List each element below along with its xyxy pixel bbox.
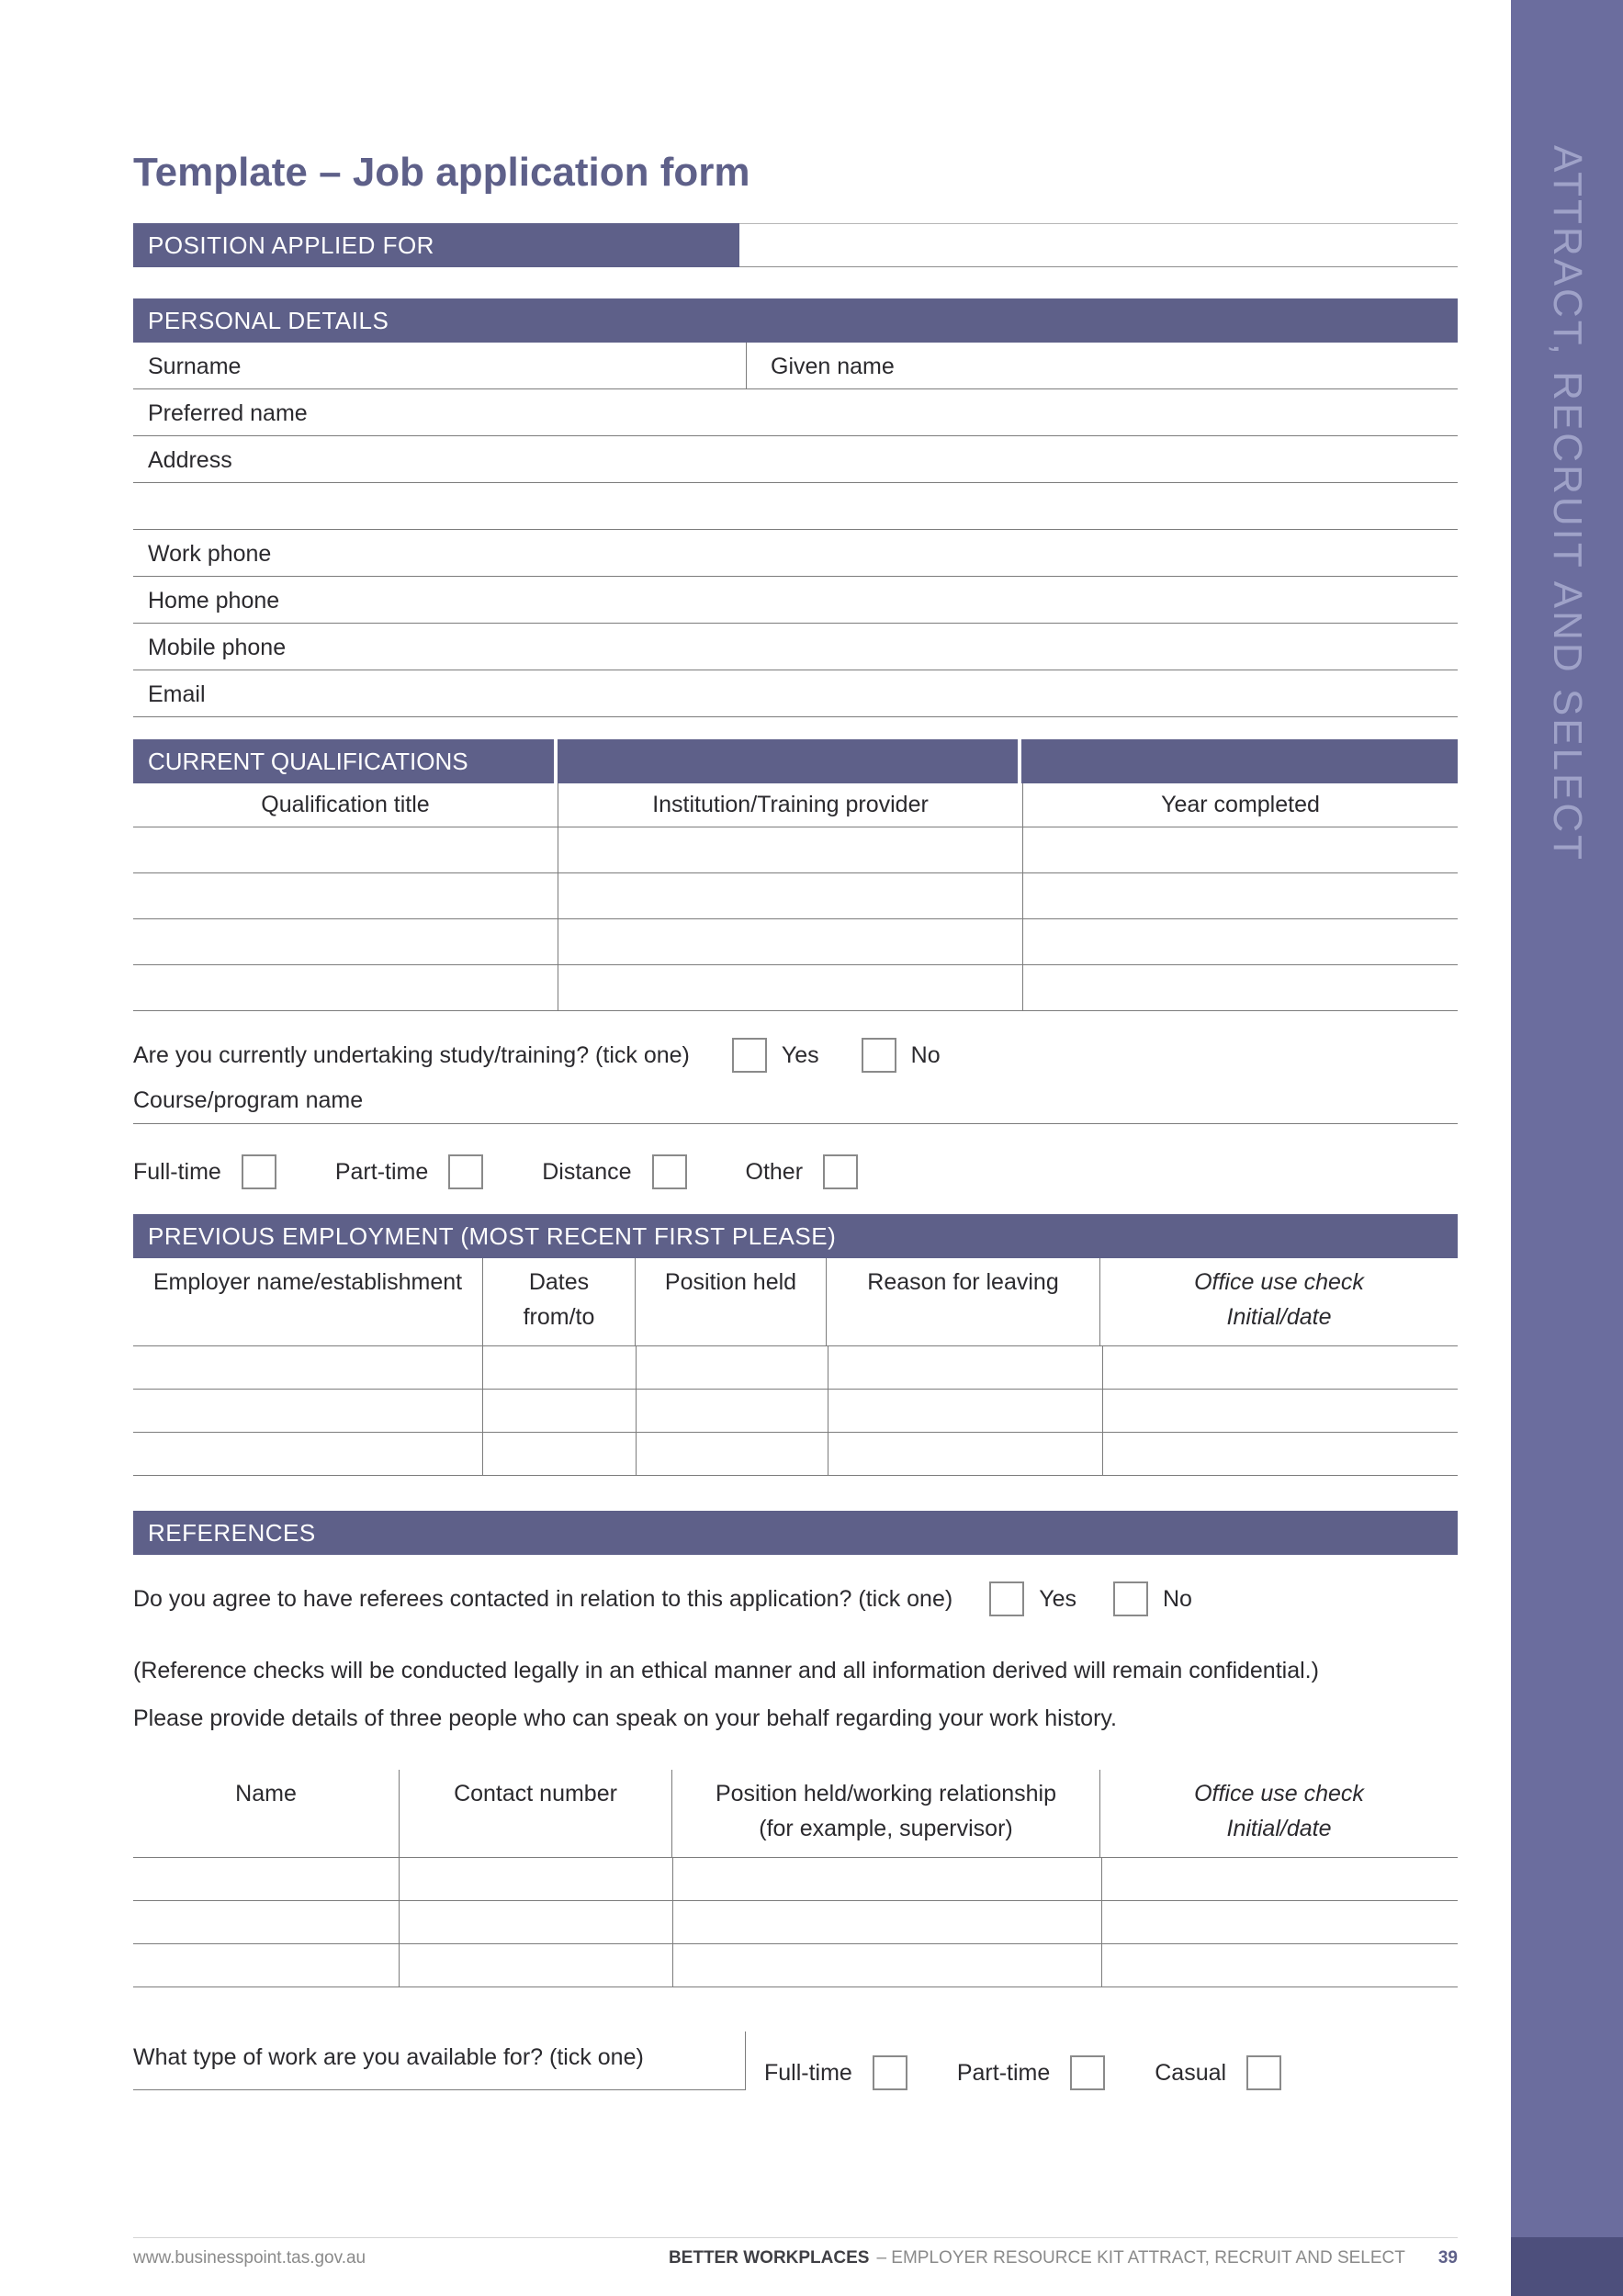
position-applied-row: [133, 223, 1458, 267]
address-line2-field[interactable]: [133, 483, 1458, 529]
other-label: Other: [745, 1158, 804, 1185]
distance-label: Distance: [542, 1158, 632, 1185]
mobile-phone-row: [133, 624, 1458, 670]
avail-full-time-label: Full-time: [764, 2059, 852, 2086]
study-yes-label: Yes: [781, 1041, 819, 1068]
study-question-label: Are you currently undertaking study/training? (tick one): [133, 1041, 690, 1068]
qualification-blank-row[interactable]: [133, 873, 1458, 919]
work-phone-row: [133, 530, 1458, 577]
address-label: Address: [148, 447, 232, 473]
availability-row: [133, 2032, 1458, 2090]
previous-employment-header: PREVIOUS EMPLOYMENT (MOST RECENT FIRST PLEASE): [133, 1214, 1458, 1258]
col-institution-provider: Institution/Training provider: [558, 783, 1022, 827]
references-table-header: [133, 1770, 1458, 1858]
col-office-use-check: Office use check Initial/date: [1099, 1258, 1458, 1345]
employment-blank-row[interactable]: [133, 1433, 1458, 1476]
reference-blank-row[interactable]: [133, 1858, 1458, 1901]
name-row: [133, 343, 1458, 389]
sidebar-vertical-label: ATTRACT, RECRUIT AND SELECT: [1545, 145, 1590, 863]
reference-blank-row[interactable]: [133, 1901, 1458, 1944]
personal-details-header: PERSONAL DETAILS: [133, 298, 1458, 343]
full-time-checkbox[interactable]: [242, 1154, 276, 1189]
col-dates: Dates from/to: [482, 1258, 635, 1345]
col-contact-number: Contact number: [399, 1770, 671, 1857]
referee-agree-question: Do you agree to have referees contacted in relation to this application? (tick one): [133, 1585, 953, 1612]
avail-full-time-checkbox[interactable]: [873, 2055, 907, 2090]
col-qualification-title: Qualification title: [261, 792, 430, 817]
col-position-held: Position held: [635, 1258, 826, 1345]
avail-casual-label: Casual: [1155, 2059, 1227, 2086]
referee-yes-checkbox[interactable]: [989, 1581, 1024, 1616]
form-content: [133, 0, 1458, 2090]
distance-checkbox[interactable]: [652, 1154, 687, 1189]
study-yes-checkbox[interactable]: [732, 1038, 767, 1073]
reference-blank-row[interactable]: [133, 1944, 1458, 1987]
address-field[interactable]: [133, 436, 1458, 482]
availability-options: [746, 2032, 1331, 2090]
study-no-label: No: [910, 1041, 941, 1068]
study-mode-row: [133, 1154, 1458, 1190]
sidebar-footer-block: [1511, 2237, 1623, 2296]
work-phone-label: Work phone: [148, 541, 272, 567]
mobile-phone-field[interactable]: [133, 624, 1458, 670]
col-reason-for-leaving: Reason for leaving: [826, 1258, 1099, 1345]
course-program-label: Course/program name: [133, 1087, 364, 1113]
mode-full-time: [133, 1154, 276, 1189]
footer-kit-subtitle: – EMPLOYER RESOURCE KIT ATTRACT, RECRUIT AND SELECT: [876, 2248, 1405, 2268]
footer-page-number: 39: [1437, 2248, 1458, 2268]
current-qualifications-header: CURRENT QUALIFICATIONS: [133, 739, 558, 783]
referee-yes-label: Yes: [1039, 1585, 1076, 1612]
employment-table: [133, 1258, 1458, 1476]
footer-website-link[interactable]: www.businesspoint.tas.gov.au: [133, 2248, 366, 2268]
mode-part-time: [335, 1154, 483, 1189]
referee-no-checkbox[interactable]: [1113, 1581, 1148, 1616]
preferred-name-field[interactable]: [133, 389, 1458, 435]
mode-other: [746, 1154, 859, 1189]
avail-casual-checkbox[interactable]: [1246, 2055, 1281, 2090]
reference-notes: [133, 1647, 1458, 1742]
home-phone-row: [133, 577, 1458, 624]
address-line2-row: [133, 483, 1458, 530]
qualifications-bar-segment-3: [1021, 739, 1458, 783]
col-year-completed: Year completed: [1022, 783, 1458, 827]
footer-kit-title: BETTER WORKPLACES: [668, 2248, 870, 2268]
references-header: REFERENCES: [133, 1511, 1458, 1555]
home-phone-field[interactable]: [133, 577, 1458, 623]
qualification-blank-row[interactable]: [133, 965, 1458, 1011]
current-qualifications-header-bar: [133, 739, 1458, 783]
qualifications-bar-segment-2: [558, 739, 1021, 783]
avail-full-time: [764, 2055, 907, 2090]
preferred-name-row: [133, 389, 1458, 436]
qualifications-table-header: [133, 783, 1458, 827]
reference-note-line1: (Reference checks will be conducted legally in an ethical manner and all information derived will remain confidential.): [133, 1658, 1319, 1683]
avail-part-time-checkbox[interactable]: [1070, 2055, 1105, 2090]
email-field[interactable]: [133, 670, 1458, 716]
employment-table-header: [133, 1258, 1458, 1346]
part-time-label: Part-time: [334, 1158, 429, 1185]
surname-field[interactable]: [133, 343, 746, 388]
home-phone-label: Home phone: [148, 588, 280, 613]
qualifications-table: [133, 783, 1458, 1011]
study-no-checkbox[interactable]: [862, 1038, 896, 1073]
other-checkbox[interactable]: [823, 1154, 858, 1189]
employment-blank-row[interactable]: [133, 1390, 1458, 1433]
address-row: [133, 436, 1458, 483]
referee-agree-row: [133, 1579, 1458, 1619]
employment-blank-row[interactable]: [133, 1346, 1458, 1390]
avail-part-time: [957, 2055, 1105, 2090]
full-time-label: Full-time: [133, 1158, 221, 1185]
col-referee-name: Name: [235, 1781, 297, 1806]
avail-part-time-label: Part-time: [956, 2059, 1051, 2086]
qualification-blank-row[interactable]: [133, 827, 1458, 873]
references-table: [133, 1770, 1458, 1987]
page-title: Template – Job application form: [133, 150, 750, 195]
study-question-row: [133, 1037, 1458, 1074]
page-footer: [133, 2237, 1458, 2268]
position-applied-input[interactable]: [739, 223, 1458, 267]
col-office-use-check-ref: Office use check Initial/date: [1099, 1770, 1458, 1857]
given-name-field[interactable]: [746, 343, 1458, 388]
mode-distance: [542, 1154, 686, 1189]
position-applied-header: POSITION APPLIED FOR: [133, 223, 739, 267]
referee-no-label: No: [1162, 1585, 1192, 1612]
reference-note-line2: Please provide details of three people who can speak on your behalf regarding your work history.: [133, 1705, 1117, 1731]
avail-casual: [1155, 2055, 1281, 2090]
course-program-row[interactable]: [133, 1081, 1458, 1124]
availability-question: What type of work are you available for? (tick one): [133, 2032, 746, 2090]
mobile-phone-label: Mobile phone: [148, 635, 287, 660]
part-time-checkbox[interactable]: [448, 1154, 483, 1189]
email-label: Email: [148, 681, 206, 707]
given-name-label: Given name: [771, 354, 895, 379]
right-sidebar: [1511, 0, 1623, 2296]
work-phone-field[interactable]: [133, 530, 1458, 576]
col-working-relationship: Position held/working relationship (for example, supervisor): [671, 1770, 1099, 1857]
surname-label: Surname: [148, 354, 242, 379]
col-employer-name: Employer name/establishment: [152, 1269, 463, 1295]
email-row: [133, 670, 1458, 717]
preferred-name-label: Preferred name: [148, 400, 308, 426]
qualification-blank-row[interactable]: [133, 919, 1458, 965]
